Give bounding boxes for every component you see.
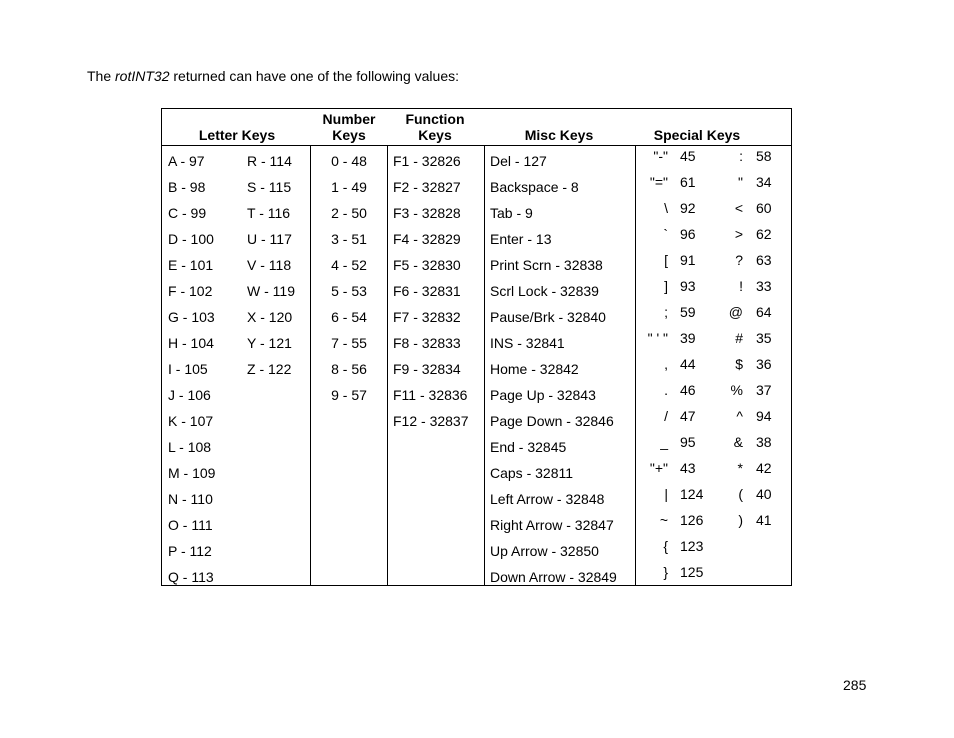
header-divider xyxy=(162,145,791,146)
special-key-symbol: [ xyxy=(664,252,668,268)
letter-key-value: I - 105 xyxy=(168,361,208,377)
number-key-value: 3 - 51 xyxy=(331,231,367,247)
special-key-code: 33 xyxy=(756,278,772,294)
column-divider xyxy=(387,145,388,585)
number-key-value: 4 - 52 xyxy=(331,257,367,273)
special-key-code: 44 xyxy=(680,356,696,372)
special-key-code: 124 xyxy=(680,486,704,502)
letter-key-value: A - 97 xyxy=(168,153,205,169)
function-key-value: F8 - 32833 xyxy=(393,335,461,351)
misc-key-value: Page Up - 32843 xyxy=(490,387,596,403)
special-key-symbol: : xyxy=(739,148,743,164)
special-key-code: 94 xyxy=(756,408,772,424)
special-key-code: 58 xyxy=(756,148,772,164)
misc-key-value: End - 32845 xyxy=(490,439,567,455)
misc-key-value: Tab - 9 xyxy=(490,205,533,221)
header-function-keys-line2: Keys xyxy=(418,127,452,143)
special-key-symbol: " ' " xyxy=(647,330,668,346)
misc-key-value: Caps - 32811 xyxy=(490,465,574,481)
column-divider xyxy=(484,145,485,585)
key-values-table xyxy=(161,108,792,586)
special-key-code: 123 xyxy=(680,538,704,554)
misc-key-value: Page Down - 32846 xyxy=(490,413,614,429)
header-special-keys: Special Keys xyxy=(653,127,741,143)
letter-key-value: Q - 113 xyxy=(168,569,214,585)
misc-key-value: Left Arrow - 32848 xyxy=(490,491,605,507)
intro-sentence xyxy=(87,68,459,84)
special-key-code: 126 xyxy=(680,512,704,528)
function-key-value: F3 - 32828 xyxy=(393,205,461,221)
special-key-code: 62 xyxy=(756,226,772,242)
letter-key-value: P - 112 xyxy=(168,543,212,559)
misc-key-value: INS - 32841 xyxy=(490,335,565,351)
special-key-code: 125 xyxy=(680,564,704,580)
function-key-value: F7 - 32832 xyxy=(393,309,461,325)
column-divider xyxy=(635,145,636,585)
special-key-symbol: { xyxy=(663,538,668,554)
number-key-value: 1 - 49 xyxy=(331,179,367,195)
special-key-symbol: "-" xyxy=(653,148,668,164)
special-key-code: 95 xyxy=(680,434,696,450)
special-key-symbol: " xyxy=(738,174,743,190)
special-key-code: 47 xyxy=(680,408,696,424)
special-key-symbol: ) xyxy=(738,512,743,528)
misc-key-value: Home - 32842 xyxy=(490,361,579,377)
special-key-symbol: % xyxy=(730,382,743,398)
special-key-code: 91 xyxy=(680,252,696,268)
letter-key-value: Y - 121 xyxy=(247,335,292,351)
intro-emphasis: rotINT32 xyxy=(115,68,170,84)
special-key-symbol: ? xyxy=(735,252,743,268)
special-key-symbol: > xyxy=(734,226,743,242)
special-key-code: 64 xyxy=(756,304,772,320)
special-key-code: 37 xyxy=(756,382,772,398)
function-key-value: F11 - 32836 xyxy=(393,387,468,403)
special-key-symbol: # xyxy=(735,330,743,346)
misc-key-value: Scrl Lock - 32839 xyxy=(490,283,599,299)
special-key-symbol: "+" xyxy=(649,460,668,476)
letter-key-value: K - 107 xyxy=(168,413,214,429)
letter-key-value: H - 104 xyxy=(168,335,214,351)
special-key-code: 39 xyxy=(680,330,696,346)
special-key-symbol: * xyxy=(737,460,743,476)
special-key-code: 63 xyxy=(756,252,772,268)
letter-key-value: U - 117 xyxy=(247,231,292,247)
intro-prefix: The xyxy=(87,68,116,84)
special-key-symbol: ! xyxy=(739,278,743,294)
letter-key-value: W - 119 xyxy=(247,283,295,299)
letter-key-value: B - 98 xyxy=(168,179,206,195)
number-key-value: 6 - 54 xyxy=(331,309,367,325)
intro-suffix: returned can have one of the following values: xyxy=(169,68,460,84)
special-key-code: 92 xyxy=(680,200,696,216)
special-key-code: 35 xyxy=(756,330,772,346)
special-key-code: 96 xyxy=(680,226,696,242)
letter-key-value: S - 115 xyxy=(247,179,292,195)
function-key-value: F4 - 32829 xyxy=(393,231,461,247)
special-key-symbol: ~ xyxy=(659,512,668,528)
misc-key-value: Del - 127 xyxy=(490,153,547,169)
special-key-symbol: "=" xyxy=(649,174,668,190)
special-key-code: 60 xyxy=(756,200,772,216)
column-divider xyxy=(310,145,311,585)
misc-key-value: Down Arrow - 32849 xyxy=(490,569,617,585)
number-key-value: 7 - 55 xyxy=(331,335,367,351)
special-key-symbol: ; xyxy=(664,304,668,320)
number-key-value: 5 - 53 xyxy=(331,283,367,299)
special-key-symbol: ] xyxy=(664,278,668,294)
letter-key-value: Z - 122 xyxy=(247,361,292,377)
special-key-code: 42 xyxy=(756,460,772,476)
special-key-symbol: _ xyxy=(660,434,668,450)
letter-key-value: O - 111 xyxy=(168,517,213,533)
misc-key-value: Right Arrow - 32847 xyxy=(490,517,614,533)
special-key-code: 40 xyxy=(756,486,772,502)
special-key-code: 41 xyxy=(756,512,772,528)
letter-key-value: E - 101 xyxy=(168,257,214,273)
number-key-value: 0 - 48 xyxy=(331,153,367,169)
misc-key-value: Backspace - 8 xyxy=(490,179,579,195)
special-key-symbol: ( xyxy=(738,486,743,502)
special-key-code: 59 xyxy=(680,304,696,320)
misc-key-value: Pause/Brk - 32840 xyxy=(490,309,606,325)
special-key-symbol: \ xyxy=(664,200,668,216)
header-number-keys-line1: Number xyxy=(322,111,376,127)
special-key-code: 43 xyxy=(680,460,696,476)
special-key-symbol: . xyxy=(664,382,668,398)
special-key-code: 36 xyxy=(756,356,772,372)
letter-key-value: R - 114 xyxy=(247,153,292,169)
letter-key-value: J - 106 xyxy=(168,387,211,403)
letter-key-value: X - 120 xyxy=(247,309,293,325)
special-key-symbol: ` xyxy=(663,226,668,242)
special-key-symbol: $ xyxy=(735,356,743,372)
header-misc-keys: Misc Keys xyxy=(524,127,594,143)
letter-key-value: D - 100 xyxy=(168,231,214,247)
special-key-symbol: ^ xyxy=(736,408,743,424)
special-key-symbol: | xyxy=(664,486,668,502)
function-key-value: F5 - 32830 xyxy=(393,257,461,273)
function-key-value: F6 - 32831 xyxy=(393,283,461,299)
special-key-code: 34 xyxy=(756,174,772,190)
letter-key-value: F - 102 xyxy=(168,283,213,299)
page-number: 285 xyxy=(843,677,867,693)
number-key-value: 9 - 57 xyxy=(331,387,367,403)
misc-key-value: Up Arrow - 32850 xyxy=(490,543,599,559)
special-key-symbol: & xyxy=(733,434,743,450)
special-key-code: 45 xyxy=(680,148,696,164)
misc-key-value: Enter - 13 xyxy=(490,231,552,247)
number-key-value: 8 - 56 xyxy=(331,361,367,377)
letter-key-value: M - 109 xyxy=(168,465,216,481)
letter-key-value: V - 118 xyxy=(247,257,292,273)
function-key-value: F2 - 32827 xyxy=(393,179,461,195)
letter-key-value: T - 116 xyxy=(247,205,291,221)
function-key-value: F1 - 32826 xyxy=(393,153,461,169)
special-key-symbol: @ xyxy=(728,304,743,320)
special-key-code: 46 xyxy=(680,382,696,398)
letter-key-value: N - 110 xyxy=(168,491,213,507)
header-number-keys-line2: Keys xyxy=(332,127,366,143)
special-key-code: 38 xyxy=(756,434,772,450)
number-key-value: 2 - 50 xyxy=(331,205,367,221)
special-key-symbol: , xyxy=(664,356,668,372)
misc-key-value: Print Scrn - 32838 xyxy=(490,257,603,273)
letter-key-value: G - 103 xyxy=(168,309,215,325)
header-function-keys-line1: Function xyxy=(405,111,465,127)
special-key-code: 93 xyxy=(680,278,696,294)
special-key-symbol: < xyxy=(734,200,743,216)
function-key-value: F9 - 32834 xyxy=(393,361,461,377)
special-key-symbol: / xyxy=(664,408,668,424)
special-key-symbol: } xyxy=(663,564,668,580)
letter-key-value: L - 108 xyxy=(168,439,212,455)
function-key-value: F12 - 32837 xyxy=(393,413,469,429)
letter-key-value: C - 99 xyxy=(168,205,207,221)
special-key-code: 61 xyxy=(680,174,696,190)
header-letter-keys: Letter Keys xyxy=(198,127,276,143)
